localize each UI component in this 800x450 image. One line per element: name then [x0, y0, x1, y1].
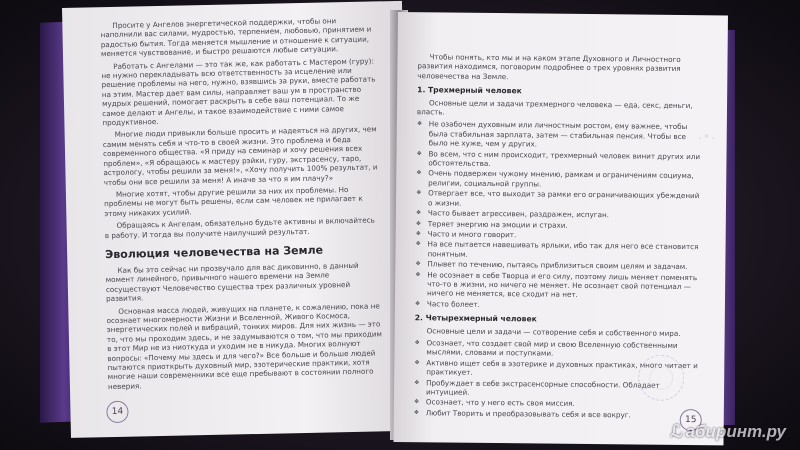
bullet-icon: ❖ [415, 219, 422, 227]
list-item: ❖ Очень подвержен чужому мнению, рамкам и ограничениям социума, религии, социальной группы. [416, 168, 694, 189]
bullet-icon: ❖ [414, 378, 420, 386]
list-item: ❖ Часто болеет. [414, 299, 480, 309]
section-lead: Основные цели и задачи — сотворение себя и собственного мира. [426, 325, 681, 338]
list-item: ❖ Плывет по течению, пытаясь приблизиться своим целям и задачам. [415, 259, 688, 272]
watermark-text: абиринт.ру [685, 422, 786, 441]
list-item: ❖ Отвергает все, что выходит за рамки его ограничивающих убеждений о жизни. [416, 188, 700, 208]
bullet-icon: ❖ [416, 149, 422, 157]
list-item: ❖ Любит Творить и преобразовывать себя и все вокруг. [413, 408, 631, 420]
paragraph: Как бы это сейчас ни прозвучало для вас диковинно, в данный момент линейного, привычного нашего времени на Земле сосуществуют Человечество существа трех различных уровней развития. [105, 260, 359, 304]
intro-paragraph: Чтобы понять, кто мы и на каком этапе Духовного и Личностного развития находимся, поговорим подробнее о трех уровнях развития человечества на Земле. [417, 52, 681, 81]
list-item: ❖ Часто и много говорит. [415, 229, 517, 240]
left-page-text [100, 15, 384, 394]
labirint-watermark [670, 422, 786, 442]
bullet-icon: ❖ [415, 209, 422, 217]
list-3d [415, 120, 705, 312]
bullet-icon: ❖ [414, 339, 420, 347]
list-item: ❖ На все пытается навешивать ярлыки, ибо так для него все становится понятным. [415, 239, 699, 259]
bullet-icon: ❖ [415, 230, 422, 238]
section-title-4d: 2. Четырехмерный человек [414, 313, 537, 324]
bullet-icon: ❖ [415, 270, 421, 278]
section-lead: Основные цели и задачи трехмерного человека — еда, секс, деньги, власть. [416, 97, 693, 117]
section-heading: Эволюция человечества на Земле [105, 243, 324, 262]
list-item: ❖ Во всем, что с ним происходит, трехмерный человек винит других или обстоятельства. [416, 148, 701, 169]
bullet-icon: ❖ [414, 358, 420, 367]
bullet-icon: ❖ [416, 120, 423, 128]
bullet-icon: ❖ [413, 409, 420, 417]
paragraph: Основная масса людей, живущих на планете, к сожалению, пока не осознает многомерности Жизни и Вселенной, Живого Космоса, энергетических полей и вибраций, тонких миров. Для них жизнь — это то, что мы проходим здесь, и не задумываются о том, что мы приходим в этот Мир не из ниоткуда и уходим не в никуда. Многих волнуют вопросы: «Почему мы здесь и для чего?» Все больше и больше людей пытаются приоткрыть духовный мир, эзотерические практики, хотя многие наши современники все еще пребывают в состоянии полного неверия. [106, 300, 383, 391]
bullet-icon: ❖ [415, 260, 421, 268]
bullet-icon: ❖ [416, 169, 422, 177]
paragraph: Просите у Ангелов энергетической поддержки, чтобы они наполнили вас силами, мудростью, терпением, любовью, принятием и радостью бытия. Тогда меняется мышление и отношение к ситуации, меняется чувствование, и быстро решаются любые ситуации. [100, 16, 372, 59]
paragraph: Многие хотят, чтобы другие решили за них их проблемы. Но проблемы не могут быть решены, если сам человек не прилагает к этому никаких усилий. [104, 184, 363, 218]
section-title-3d: 1. Трехмерный человек [417, 85, 522, 96]
list-item: ❖ Не осознает в себе Творца и его силу, поэтому лишь меняет поменять что-то в жизни, но ничего не меняет. Не осознает свой потенциал — ничего не меняется, все сходит на нет. [415, 269, 698, 300]
decorative-dots-icon: · ° · [698, 134, 715, 145]
bullet-icon: ❖ [413, 398, 420, 406]
paragraph: Работать с Ангелами — это так же, как работать с Мастером (гуру): не нужно перекладывать всю ответственность за исцеление или решение проблемы на него, нужно, взявшись за руки, вместе работать на этим. Мастер дает вам силы, направляет ваш ум в пространство мудрых решений, помогает раскрыть в себе ваш потенциал. То же самое делают и Ангелы, и такое взаимодействие с ними самое продуктивное. [101, 56, 376, 128]
list-item: ❖ Теряет энергию на эмоции и страхи. [415, 218, 568, 230]
right-page [393, 12, 727, 445]
labyrinth-logo-icon: ℒ [670, 422, 683, 441]
page-number-right: 15 [680, 409, 702, 431]
list-item: ❖ Не озабочен духовным или личностным ростом, ему важнее, чтобы была стабильная зарплата, затем — стабильная пенсия. Чтобы все было не хуже, чем у других. [416, 119, 688, 149]
left-page [62, 1, 411, 438]
list-item: ❖ Осознает, что создает свой мир и свою Вселенную собственными мыслями, словами и поступками. [414, 338, 678, 359]
paragraph: Многие люди привыкли больше просить и надеяться на других, чем самим менять себя и что-то в своей жизни. Это проблема и беда современного общества. «Я приду на семинар и хочу решения всех проблем», «Я обращаюсь к мастеру рэйки, гуру, экстрасенсу, таро, астрологу, чтобы решили за меня!», «Хочу получить 100% результат, и чтобы они все решили за меня! А иначе за что я им плачу?» [102, 124, 378, 187]
list-item: ❖ Часто бывает агрессивен, раздражен, испуган. [415, 208, 610, 220]
bullet-icon: ❖ [414, 299, 421, 307]
list-item: ❖ Осознает, что у него есть своя миссия. [413, 397, 575, 409]
paragraph: Обращаясь к Ангелам, обязательно будьте активны и включайтесь в работу. И тогда вы получите наилучший результат. [104, 215, 375, 240]
bullet-icon: ❖ [415, 240, 421, 248]
list-item: ❖ Активно ищет себя в эзотерике и духовных практиках, много читает и практикует. [414, 358, 698, 377]
bullet-icon: ❖ [416, 189, 422, 197]
decorative-flower-icon [638, 355, 684, 401]
page-number-left: 14 [106, 401, 128, 423]
list-item: ❖ Пробуждает в себе экстрасенсорные способности. Обладает интуицией. [414, 377, 660, 397]
